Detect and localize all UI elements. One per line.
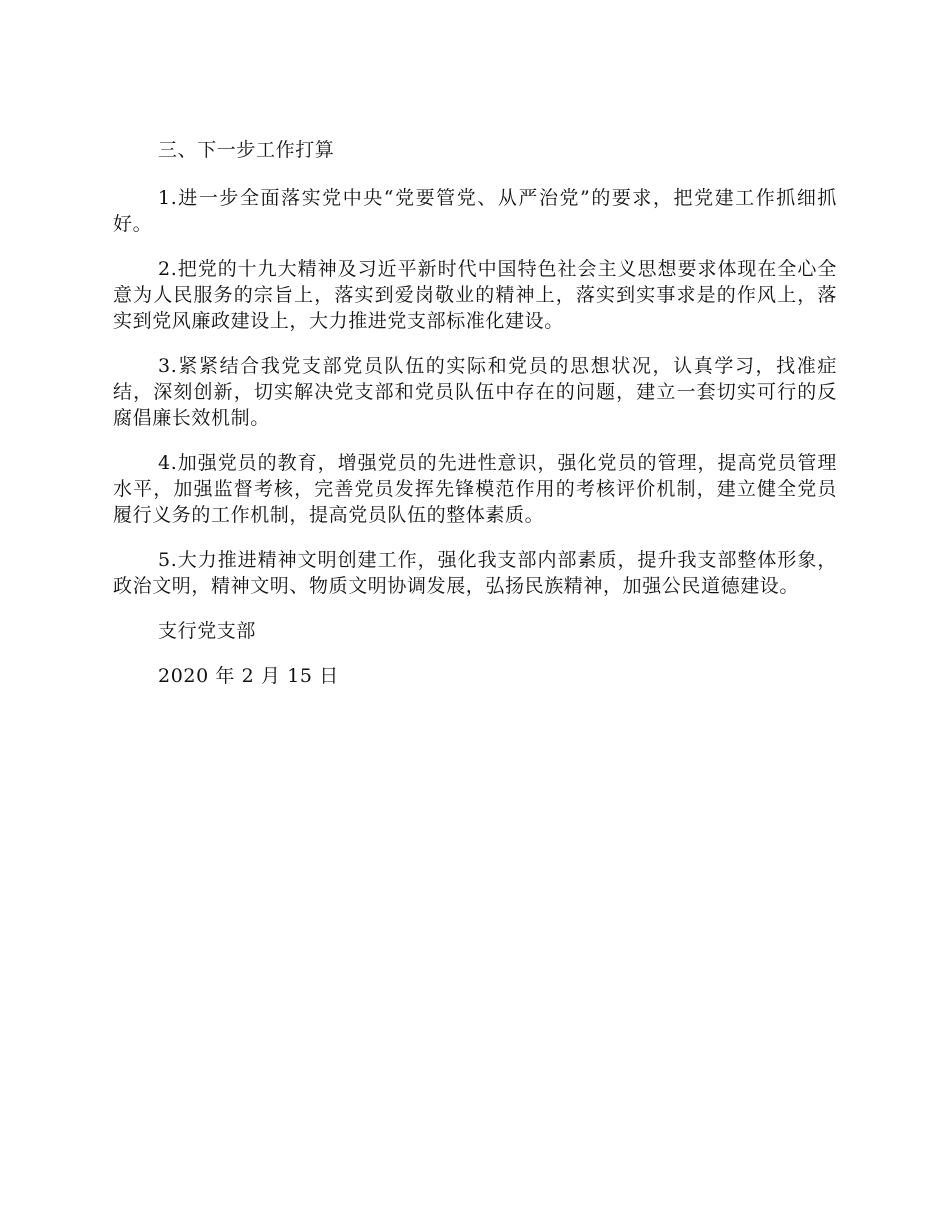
document-page <box>113 137 837 689</box>
work-plan-item-5: 5.大力推进精神文明创建工作，强化我支部内部素质，提升我支部整体形象，政治文明，精神文明、物质文明协调发展，弘扬民族精神，加强公民道德建设。 <box>113 549 837 597</box>
signature: 支行党支部 <box>158 620 257 642</box>
document-date: 2020 年 2 月 15 日 <box>158 665 339 687</box>
work-plan-item-3: 3.紧紧结合我党支部党员队伍的实际和党员的思想状况，认真学习，找准症结，深刻创新，切实解决党支部和党员队伍中存在的问题，建立一套切实可行的反腐倡廉长效机制。 <box>113 355 837 429</box>
work-plan-item-4: 4.加强党员的教育，增强党员的先进性意识，强化党员的管理，提高党员管理水平，加强监督考核，完善党员发挥先锋模范作用的考核评价机制，建立健全党员履行义务的工作机制，提高党员队伍的整体素质。 <box>113 452 837 526</box>
work-plan-item-1: 1.进一步全面落实党中央“党要管党、从严治党”的要求，把党建工作抓细抓好。 <box>113 187 837 235</box>
section-heading: 三、下一步工作打算 <box>158 139 335 161</box>
work-plan-item-2: 2.把党的十九大精神及习近平新时代中国特色社会主义思想要求体现在全心全意为人民服务的宗旨上，落实到爱岗敬业的精神上，落实到实事求是的作风上，落实到党风廉政建设上，大力推进党支部标准化建设。 <box>113 258 837 332</box>
